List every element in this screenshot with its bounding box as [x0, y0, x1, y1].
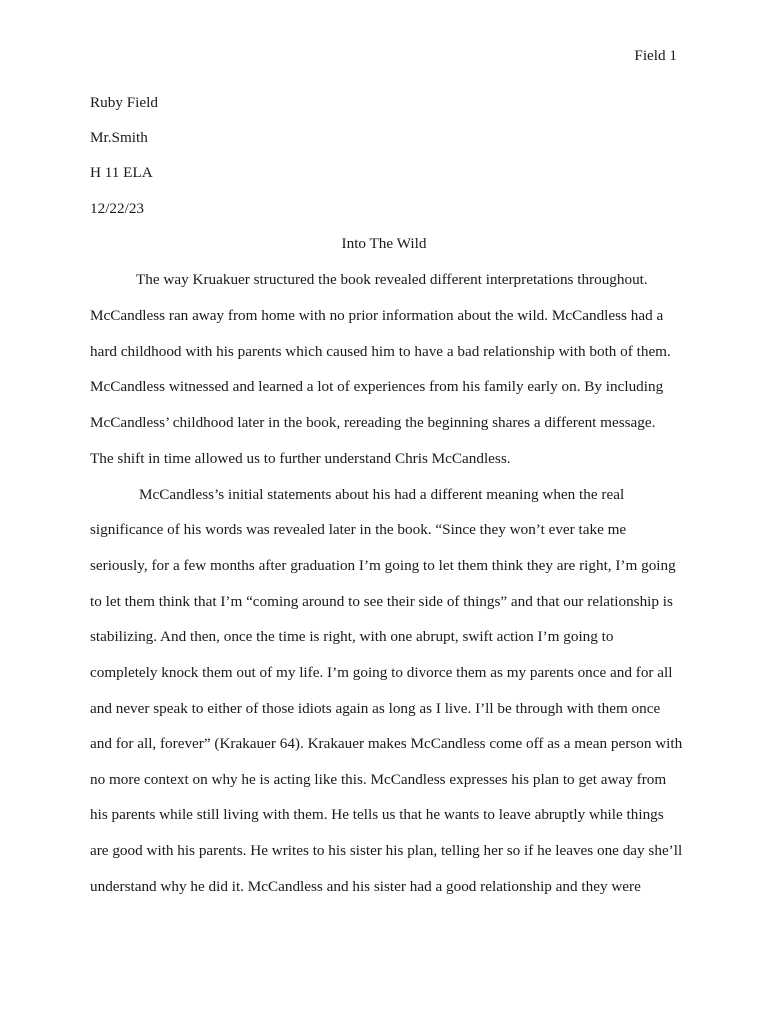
paragraph-line: to let them think that I’m “coming around to see their side of things” and that our relationship is: [90, 593, 673, 610]
paragraph-line: understand why he did it. McCandless and his sister had a good relationship and they were: [90, 878, 641, 895]
paragraph-line: seriously, for a few months after graduation I’m going to let them think they are right, I’m going: [90, 557, 676, 574]
paragraph-line: McCandless ran away from home with no prior information about the wild. McCandless had a: [90, 307, 664, 324]
paragraph-line: his parents while still living with them. He tells us that he wants to leave abruptly while things: [90, 806, 664, 823]
paragraph-line: McCandless’s initial statements about his had a different meaning when the real: [139, 486, 625, 503]
student-name: Ruby Field: [90, 94, 158, 111]
teacher-name: Mr.Smith: [90, 129, 148, 146]
paragraph-line: McCandless witnessed and learned a lot of experiences from his family early on. By including: [90, 378, 664, 395]
paragraph-line: stabilizing. And then, once the time is right, with one abrupt, swift action I’m going to: [90, 628, 614, 645]
paragraph-line: McCandless’ childhood later in the book, rereading the beginning shares a different message.: [90, 414, 656, 431]
paragraph-line: The way Kruakuer structured the book revealed different interpretations throughout.: [136, 271, 648, 288]
paragraph-line: and for all, forever” (Krakauer 64). Krakauer makes McCandless come off as a mean person with: [90, 735, 683, 752]
paragraph-line: completely knock them out of my life. I’m going to divorce them as my parents once and for all: [90, 664, 673, 681]
essay-date: 12/22/23: [90, 200, 145, 217]
paragraph-line: no more context on why he is acting like this. McCandless expresses his plan to get away from: [90, 771, 667, 788]
course-name: H 11 ELA: [90, 164, 153, 181]
paragraph-line: and never speak to either of those idiots again as long as I live. I’ll be through with them once: [90, 700, 661, 717]
paragraph-line: are good with his parents. He writes to his sister his plan, telling her so if he leaves one day she’ll: [90, 842, 683, 859]
paragraph-line: hard childhood with his parents which caused him to have a bad relationship with both of them.: [90, 343, 671, 360]
essay-title: Into The Wild: [341, 235, 427, 252]
paragraph-line: The shift in time allowed us to further understand Chris McCandless.: [90, 450, 511, 467]
paragraph-line: significance of his words was revealed later in the book. “Since they won’t ever take me: [90, 521, 627, 538]
running-head: Field 1: [634, 47, 677, 64]
